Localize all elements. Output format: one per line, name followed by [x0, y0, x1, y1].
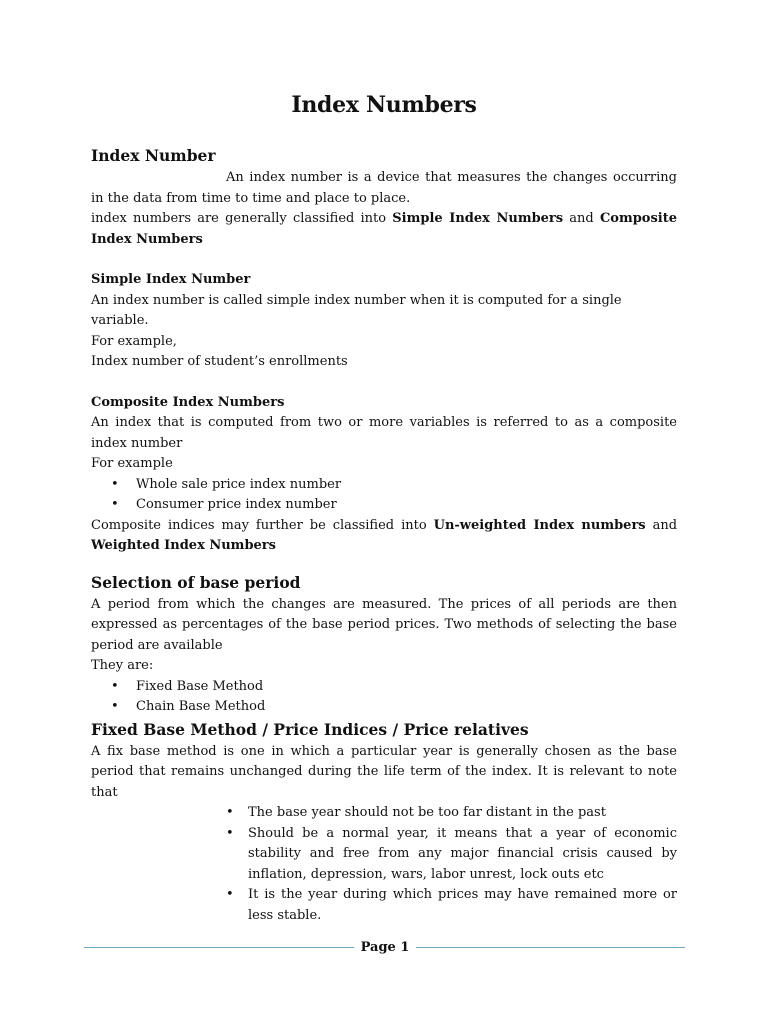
bold-term-unweighted: Un-weighted Index numbers — [433, 517, 646, 533]
base-method-list — [91, 677, 677, 718]
spacer — [91, 373, 677, 393]
paragraph-index-number-definition: An index number is a device that measures the changes occurring in the data from time to time and place to place. — [91, 170, 677, 206]
footer-divider-right — [416, 947, 685, 948]
paragraph-composite-index: An index that is computed from two or more variables is referred to as a composite index number — [91, 415, 677, 451]
bold-term-simple: Simple Index Numbers — [392, 211, 564, 226]
paragraph-example-enrollments: Index number of student’s enrollments — [91, 354, 348, 369]
page-number: Page 1 — [360, 940, 410, 955]
list-item: • Chain Base Method — [91, 697, 677, 718]
bold-term-composite: Composite Index Numbers — [91, 211, 678, 247]
heading-fixed-base-method: Fixed Base Method / Price Indices / Price relatives — [91, 719, 529, 739]
heading-selection-base-period: Selection of base period — [91, 572, 301, 592]
composite-example-list — [91, 475, 677, 516]
list-item: • Should be a normal year, it means that a year of economic stability and free from any major financial crisis caused by inflation, depression, wars, labor unrest, lock outs etc — [91, 824, 677, 886]
heading-simple-index: Simple Index Number — [91, 272, 251, 287]
paragraph-for-example: For example — [91, 456, 173, 471]
paragraph-index-classification — [91, 209, 677, 250]
heading-index-number: Index Number — [91, 146, 216, 165]
paragraph-simple-index: An index number is called simple index number when it is computed for a single variable. — [91, 292, 622, 328]
paragraph-composite-classification — [91, 516, 677, 557]
text: and — [563, 211, 600, 226]
list-item: • Consumer price index number — [91, 495, 677, 516]
paragraph-they-are: They are: — [91, 658, 154, 673]
document-title: Index Numbers — [291, 92, 477, 118]
text: and — [645, 517, 678, 533]
bold-term-weighted: Weighted Index Numbers — [91, 538, 276, 553]
list-item: • Whole sale price index number — [91, 475, 677, 496]
document-page — [91, 88, 677, 926]
text: index numbers are generally classified into — [91, 211, 393, 226]
spacer — [91, 557, 677, 571]
list-item: • Fixed Base Method — [91, 677, 677, 698]
heading-composite-index: Composite Index Numbers — [91, 394, 285, 410]
text: Composite indices may further be classified into — [91, 517, 434, 533]
spacer — [91, 250, 677, 270]
paragraph-fixed-base: A fix base method is one in which a particular year is generally chosen as the base period that remains unchanged during the life term of the index. It is relevant to note that — [91, 743, 677, 800]
fixed-base-notes-list — [91, 803, 677, 926]
footer-divider-left — [84, 947, 354, 948]
paragraph-base-period: A period from which the changes are measured. The prices of all periods are then expressed as percentages of the base period prices. Two methods of selecting the base period are available — [91, 596, 677, 653]
list-item: • It is the year during which prices may have remained more or less stable. — [91, 885, 677, 926]
paragraph-for-example: For example, — [91, 333, 177, 349]
list-item: • The base year should not be too far distant in the past — [91, 803, 677, 824]
page-footer — [84, 937, 685, 959]
